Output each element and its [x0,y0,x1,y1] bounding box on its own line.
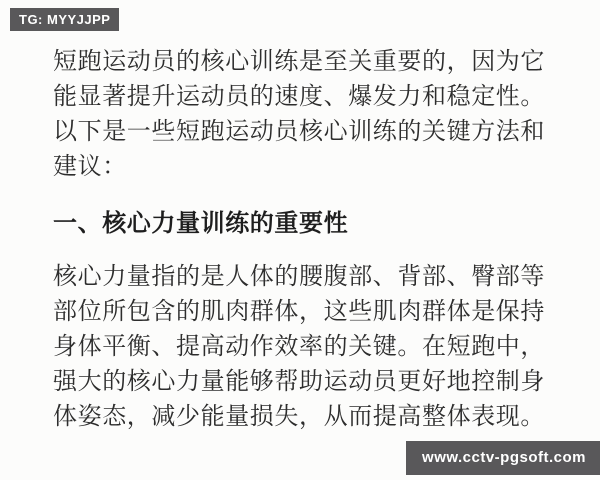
article-body [53,44,553,434]
text-line: 强大的核心力量能够帮助运动员更好地控制身 [53,368,545,395]
text-line: 部位所包含的肌肉群体，这些肌肉群体是保持 [53,298,545,325]
text-line: 能显著提升运动员的速度、爆发力和稳定性。 [53,83,545,110]
text-line: 身体平衡、提高动作效率的关键。在短跑中， [53,333,545,360]
text-line: 核心力量指的是人体的腰腹部、背部、臀部等 [53,263,545,290]
text-line: 以下是一些短跑运动员核心训练的关键方法和 [53,118,545,145]
telegram-watermark-badge: TG: MYYJJPP [10,8,119,31]
text-line: 建议： [53,153,127,180]
section-heading: 一、核心力量训练的重要性 [53,210,349,237]
text-line: 短跑运动员的核心训练是至关重要的，因为它 [53,48,545,75]
body-paragraph [53,259,553,434]
intro-paragraph [53,44,553,184]
website-watermark-badge: www.cctv-pgsoft.com [406,441,600,475]
text-line: 体姿态，减少能量损失，从而提高整体表现。 [53,403,545,430]
